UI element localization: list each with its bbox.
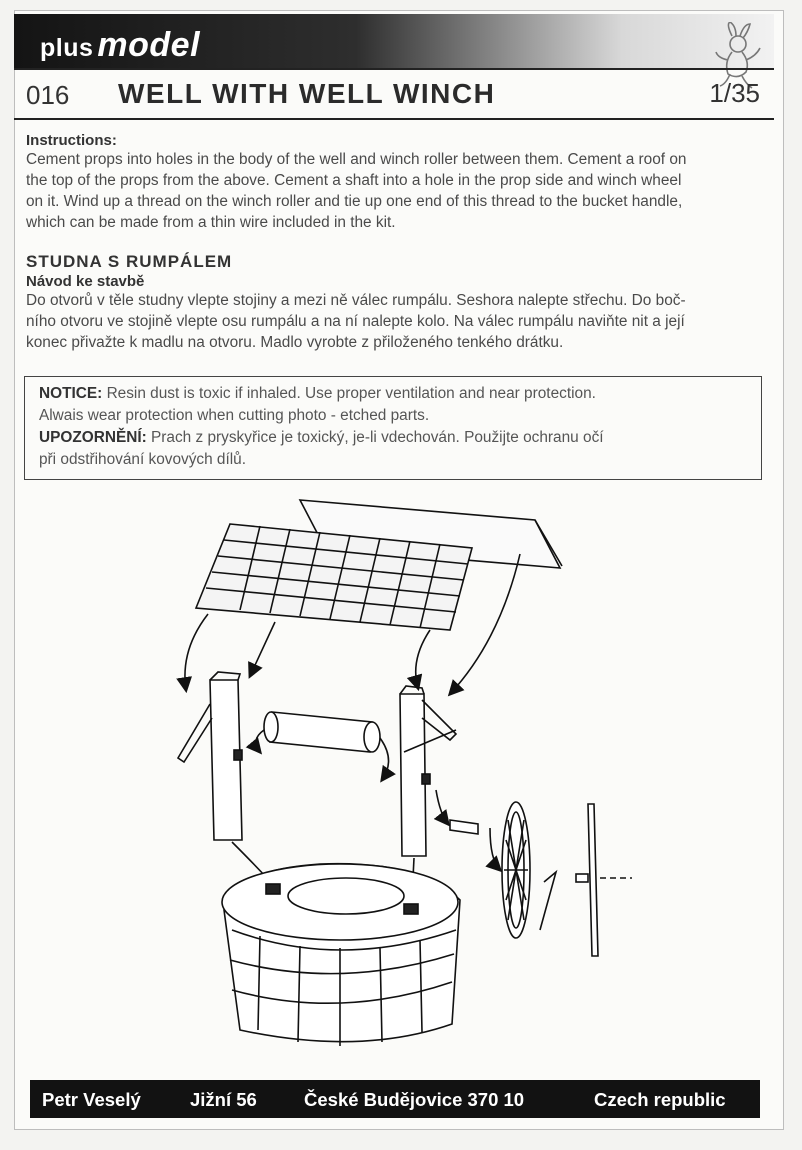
instructions-cz-line: konec přivažte k madlu na otvoru. Madlo vyrobte z přiloženého tenkého drátku. [26,334,564,351]
brand-model: model [97,26,201,64]
notice-box [24,376,762,480]
notice-label: NOTICE: [39,385,103,402]
notice-line: Prach z pryskyřice je toxický, je-li vdechován. Použijte ochranu očí [151,429,604,446]
instructions-en-text [26,149,766,233]
winch-wheel-side [576,804,632,956]
czech-title: STUDNA S RUMPÁLEM [26,252,233,271]
winch-roller [256,712,389,780]
notice-line: Alwais wear protection when cutting photo - etched parts. [39,407,430,424]
instructions-cz-line: ního otvoru ve stojině vlepte osu rumpálu a na ní nalepte kolo. Na válec rumpálu naviňte nit a její [26,313,685,330]
instructions-heading: Instructions: [26,132,117,149]
assembly-diagram [160,490,640,1070]
footer-address-bar [30,1080,760,1118]
right-prop [400,686,456,856]
brand-plus: plus [40,34,94,62]
left-prop [178,672,242,840]
instructions-en-line: which can be made from a thin wire included in the kit. [26,214,396,231]
footer-city: České Budějovice 370 10 [304,1089,525,1110]
well-body [222,864,460,1046]
instructions-cz-text [26,290,766,353]
footer-name: Petr Veselý [42,1089,141,1110]
footer-street: Jižní 56 [190,1089,257,1110]
brand-logo [40,26,200,65]
instructions-en-line: on it. Wind up a thread on the winch roller and tie up one end of this thread to the bucket handle, [26,193,683,210]
winch-wheel-front [490,802,530,938]
czech-subtitle: Návod ke stavbě [26,273,145,290]
title-bar [14,68,774,120]
notice-line: při odstřihování kovových dílů. [39,451,247,468]
brand-banner [14,14,774,68]
instructions-en-line: Cement props into holes in the body of the well and winch roller between them. Cement a roof on [26,151,687,168]
footer-country: Czech republic [594,1089,726,1110]
instructions-cz-line: Do otvorů v těle studny vlepte stojiny a mezi ně válec rumpálu. Seshora nalepte střechu. Do boč- [26,292,686,309]
instructions-en-line: the top of the props from the above. Cement a shaft into a hole in the prop side and winch wheel [26,172,682,189]
shaft [436,790,478,834]
notice-label-cz: UPOZORNĚNÍ: [39,429,147,446]
kit-number: 016 [26,80,70,110]
kit-scale: 1/35 [709,78,760,108]
notice-line: Resin dust is toxic if inhaled. Use proper ventilation and near protection. [106,385,596,402]
kit-title: WELL WITH WELL WINCH [118,78,496,109]
